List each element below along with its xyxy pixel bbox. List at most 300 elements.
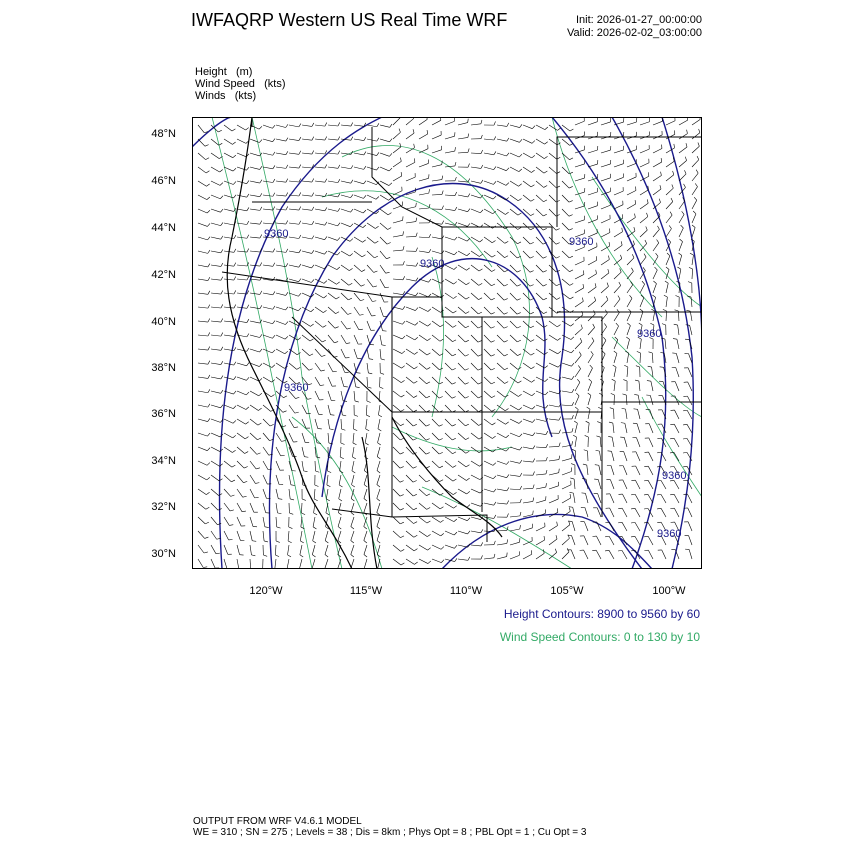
wind-barb xyxy=(211,195,220,199)
wind-barb xyxy=(340,461,341,471)
wind-barb xyxy=(636,466,640,475)
wind-barb xyxy=(458,123,468,125)
wind-barb-flag xyxy=(338,527,341,529)
wind-barb xyxy=(458,489,467,494)
wind-barb xyxy=(393,161,401,167)
wind-barb-flag xyxy=(598,407,602,409)
wind-barb xyxy=(666,202,673,209)
wind-barb-flag xyxy=(400,522,404,524)
wind-barb-flag xyxy=(454,519,457,522)
wind-barb-flag xyxy=(491,341,495,343)
wind-barb xyxy=(378,419,380,429)
wind-barb-flag xyxy=(583,464,587,465)
wind-barb xyxy=(198,531,205,538)
wind-barb-flag xyxy=(698,143,699,147)
wind-barb-flag xyxy=(582,478,586,479)
wind-barb-flag xyxy=(356,387,360,388)
wind-barb-flag xyxy=(618,296,620,299)
wind-barb xyxy=(406,461,413,468)
wind-barb-flag xyxy=(452,340,456,342)
wind-barb-flag xyxy=(286,192,288,196)
wind-barb xyxy=(445,531,454,535)
wind-barb xyxy=(302,251,312,253)
wind-barb-flag xyxy=(350,239,353,242)
wind-barb-flag xyxy=(206,158,210,160)
wind-barb-flag xyxy=(478,382,482,384)
wind-barb xyxy=(393,235,403,237)
wind-barb xyxy=(484,335,491,342)
wind-barb-flag xyxy=(494,541,495,545)
wind-barb xyxy=(652,353,653,363)
wind-barb-flag xyxy=(299,221,301,225)
wind-barb-flag xyxy=(401,380,404,382)
wind-barb-flag xyxy=(246,422,249,424)
wind-barb-flag xyxy=(219,143,222,145)
wind-barb xyxy=(276,293,286,295)
wind-barb xyxy=(211,293,221,294)
wind-barb xyxy=(419,377,426,384)
wind-barb-flag xyxy=(466,297,469,299)
wind-barb-flag xyxy=(632,254,634,258)
wind-barb-flag xyxy=(605,550,609,551)
wind-barb xyxy=(406,236,416,237)
wind-barb xyxy=(653,229,659,237)
wind-barb-flag xyxy=(660,367,664,368)
wind-barb-flag xyxy=(374,256,378,258)
wind-barb xyxy=(562,181,569,188)
wind-barb-flag xyxy=(504,327,508,329)
wind-barb-flag xyxy=(531,170,534,172)
wind-barb xyxy=(380,279,385,288)
wind-barb xyxy=(250,307,260,309)
wind-barb-flag xyxy=(300,541,303,543)
wind-barb xyxy=(276,503,278,513)
wind-barb xyxy=(301,503,302,513)
wind-barb xyxy=(224,531,229,540)
wind-barb-flag xyxy=(260,349,263,352)
wind-barb xyxy=(458,251,467,256)
wind-barb-flag xyxy=(545,405,548,408)
wind-barb-flag xyxy=(452,368,456,370)
wind-barb-flag xyxy=(582,298,583,302)
wind-barb xyxy=(523,153,532,158)
wind-barb xyxy=(510,405,519,410)
wind-barb xyxy=(354,349,357,358)
wind-barb xyxy=(458,223,467,226)
contour-label: 9360 xyxy=(284,382,309,394)
wind-barb-flag xyxy=(507,153,509,156)
wind-barb xyxy=(338,503,341,513)
wind-barb xyxy=(198,195,207,200)
wind-barb xyxy=(354,279,361,286)
wind-barb xyxy=(549,335,557,340)
wind-barb-flag xyxy=(272,335,275,338)
wind-barb xyxy=(471,531,481,533)
wind-barb xyxy=(637,423,640,433)
wind-barb xyxy=(263,461,268,470)
wind-barb-flag xyxy=(376,197,379,200)
wind-barb xyxy=(432,279,441,283)
wind-barb xyxy=(562,552,569,559)
wind-barb-flag xyxy=(518,381,521,383)
wind-barb xyxy=(445,251,454,255)
wind-barb-flag xyxy=(492,241,495,243)
wind-barb xyxy=(419,293,428,297)
wind-barb-flag xyxy=(427,367,430,369)
wind-barb xyxy=(484,447,493,452)
wind-barb-flag xyxy=(664,295,667,297)
wind-barb xyxy=(627,353,629,363)
wind-barb xyxy=(471,545,481,546)
wind-barb-flag xyxy=(652,295,655,297)
wind-barb-flag xyxy=(530,242,534,244)
wind-barb-flag xyxy=(684,170,686,174)
wind-barb-flag xyxy=(286,151,288,154)
wind-barb-flag xyxy=(234,391,237,394)
wind-barb-flag xyxy=(466,283,469,285)
wind-barb-flag xyxy=(491,327,495,329)
wind-barb-flag xyxy=(587,407,590,409)
wind-barb-flag xyxy=(403,276,405,280)
wind-barb xyxy=(445,517,454,522)
wind-barb-flag xyxy=(414,396,418,398)
wind-barb xyxy=(315,265,324,269)
lon-label: 110°W xyxy=(449,585,483,597)
wind-barb xyxy=(549,265,556,272)
wind-barb-flag xyxy=(377,498,380,501)
wind-barb-flag xyxy=(670,438,674,439)
wind-barb-flag xyxy=(389,168,392,171)
wind-barb xyxy=(523,405,532,409)
wind-barb xyxy=(300,531,302,541)
wind-barb-flag xyxy=(545,379,548,382)
wind-barb-flag xyxy=(350,209,353,212)
wind-barb xyxy=(341,335,346,344)
wind-barb-flag xyxy=(519,184,522,186)
wind-barb-flag xyxy=(377,541,380,543)
wind-barb-flag xyxy=(325,179,327,183)
wind-barb xyxy=(585,493,588,503)
wind-barb-flag xyxy=(452,424,456,426)
wind-barb-flag xyxy=(519,154,522,157)
wind-barb xyxy=(609,536,614,545)
wind-barb xyxy=(536,279,543,286)
wind-barb-flag xyxy=(289,513,293,514)
wind-barb xyxy=(588,341,594,349)
wind-barb xyxy=(674,494,679,503)
wind-barb xyxy=(198,125,204,133)
wind-barb xyxy=(614,272,621,279)
wind-barb-flag xyxy=(385,287,389,288)
wind-barb xyxy=(692,228,695,237)
wind-barb xyxy=(678,311,679,321)
wind-barb xyxy=(250,433,257,440)
wind-barb-flag xyxy=(308,399,312,400)
wind-barb xyxy=(328,321,335,328)
wind-barb-flag xyxy=(570,494,571,498)
wind-barb xyxy=(302,139,312,140)
wind-barb-flag xyxy=(312,150,314,154)
wind-barb xyxy=(649,452,653,461)
wind-barb-flag xyxy=(629,295,632,298)
wind-barb xyxy=(536,419,546,421)
wind-barb xyxy=(289,167,299,168)
wind-barb xyxy=(198,363,208,364)
wind-barb xyxy=(315,405,319,414)
wind-barb xyxy=(536,527,545,531)
wind-barb-flag xyxy=(589,379,592,382)
lon-label: 100°W xyxy=(652,585,686,597)
wind-barb-flag xyxy=(670,466,674,467)
wind-barb xyxy=(315,125,325,126)
wind-barb-flag xyxy=(366,415,370,417)
wind-barb-flag xyxy=(218,130,222,132)
wind-barb-flag xyxy=(413,508,417,510)
wind-barb-flag xyxy=(466,478,469,480)
wind-barb-flag xyxy=(310,339,313,341)
wind-barb-flag xyxy=(674,324,678,325)
wind-barb-flag xyxy=(232,450,235,452)
wind-barb-flag xyxy=(517,354,521,356)
wind-barb-flag xyxy=(375,226,378,228)
legend-height: Height (m) xyxy=(195,66,253,78)
wind-barb-flag xyxy=(390,124,392,127)
wind-barb-flag xyxy=(693,211,696,214)
wind-barb-flag xyxy=(325,555,328,558)
wind-barb xyxy=(211,461,220,466)
wind-barb xyxy=(393,147,401,153)
contour-label: 9360 xyxy=(662,470,687,482)
wind-barb xyxy=(224,139,232,144)
wind-barb xyxy=(224,419,233,423)
wind-barb xyxy=(224,447,232,453)
wind-barb xyxy=(497,293,504,300)
wind-barb xyxy=(627,204,636,209)
wind-barb-flag xyxy=(571,324,574,326)
wind-barb xyxy=(614,136,624,139)
wind-barb-flag xyxy=(530,326,534,328)
wind-barb xyxy=(315,307,323,313)
wind-barb xyxy=(328,363,333,372)
wind-barb xyxy=(497,335,504,342)
wind-barb xyxy=(250,237,260,238)
wind-barb-flag xyxy=(260,305,262,308)
wind-barb xyxy=(523,237,530,244)
wind-barb xyxy=(625,423,627,433)
wind-barb-flag xyxy=(439,439,443,441)
wind-barb xyxy=(328,223,338,226)
wind-barb xyxy=(575,342,582,349)
wind-barb-flag xyxy=(276,541,280,542)
wind-barb xyxy=(237,265,247,266)
wind-barb xyxy=(445,545,454,548)
wind-barb xyxy=(263,125,272,128)
wind-barb-flag xyxy=(322,355,326,356)
wind-barb xyxy=(626,395,627,405)
wind-barb xyxy=(289,279,299,282)
wind-barb-flag xyxy=(416,203,417,207)
wind-barb xyxy=(341,125,351,126)
wind-barb xyxy=(263,475,267,484)
wind-barb xyxy=(289,363,297,369)
contour-label: 9360 xyxy=(264,228,289,240)
wind-barb-flag xyxy=(399,129,400,133)
wind-barb xyxy=(380,195,389,200)
wind-barb-flag xyxy=(468,209,470,212)
wind-barb-flag xyxy=(377,526,380,529)
wind-barb-flag xyxy=(578,365,580,368)
wind-barb-flag xyxy=(308,384,312,385)
wind-barb-flag xyxy=(519,408,522,410)
wind-barb xyxy=(302,265,312,268)
wind-barb-flag xyxy=(221,318,223,322)
wind-barb xyxy=(406,489,413,496)
wind-barb xyxy=(458,405,465,412)
wind-barb xyxy=(648,522,653,531)
wind-barb-flag xyxy=(206,171,209,173)
wind-barb-flag xyxy=(426,480,430,482)
wind-barb xyxy=(250,475,255,483)
wind-barb xyxy=(354,293,360,301)
wind-barb xyxy=(419,307,428,312)
wind-barb xyxy=(432,377,439,384)
wind-barb-flag xyxy=(453,311,456,313)
wind-barb-flag xyxy=(631,268,633,271)
wind-barb xyxy=(328,195,338,197)
wind-barb xyxy=(523,528,532,531)
wind-barb-flag xyxy=(364,166,366,169)
wind-barb-flag xyxy=(439,425,443,427)
wind-barb xyxy=(224,293,234,294)
wind-barb-flag xyxy=(207,210,210,213)
wind-barb-flag xyxy=(468,119,469,123)
wind-barb xyxy=(367,349,369,359)
wind-barb xyxy=(536,251,543,258)
wind-barb xyxy=(276,139,286,141)
wind-barb xyxy=(406,177,415,181)
wind-barb xyxy=(648,494,653,503)
wind-barb xyxy=(419,447,426,454)
wind-barb-flag xyxy=(205,537,209,538)
wind-barb xyxy=(328,391,331,400)
wind-barb xyxy=(571,550,575,559)
wind-barb xyxy=(289,265,299,267)
wind-barb-flag xyxy=(682,211,684,214)
wind-barb-flag xyxy=(359,329,363,330)
wind-barb xyxy=(458,195,468,197)
wind-barb-flag xyxy=(401,409,405,411)
lon-label: 115°W xyxy=(349,585,383,597)
wind-barb xyxy=(613,423,614,433)
wind-barb-flag xyxy=(544,536,545,540)
wind-barb-flag xyxy=(644,254,646,257)
wind-barb xyxy=(624,437,627,447)
wind-barb-flag xyxy=(531,185,534,187)
wind-barb xyxy=(211,559,215,568)
lat-label: 48°N xyxy=(151,128,176,140)
wind-barb xyxy=(419,237,429,238)
wind-barb-flag xyxy=(321,370,325,371)
wind-barb-flag xyxy=(478,326,482,328)
wind-barb xyxy=(692,187,697,195)
wind-barb xyxy=(328,209,338,211)
wind-barb xyxy=(224,125,232,131)
wind-barb-flag xyxy=(247,319,249,322)
wind-barb xyxy=(432,237,442,239)
wind-barb-flag xyxy=(316,457,320,458)
wind-barb-flag xyxy=(504,284,508,286)
wind-barb-flag xyxy=(208,375,210,378)
wind-barb-flag xyxy=(403,261,404,265)
wind-barb-flag xyxy=(531,199,534,201)
wind-barb xyxy=(445,391,452,398)
wind-barb-flag xyxy=(205,145,209,147)
wind-barb xyxy=(380,139,390,142)
wind-barb-flag xyxy=(556,535,557,539)
wind-barb-flag xyxy=(665,281,668,283)
wind-barb-flag xyxy=(478,396,482,398)
wind-barb xyxy=(211,251,221,253)
wind-barb-flag xyxy=(366,429,370,431)
wind-barb xyxy=(588,274,596,279)
wind-barb xyxy=(325,531,328,541)
wind-barb-flag xyxy=(569,158,573,160)
wind-barb-flag xyxy=(206,492,209,494)
wind-barb xyxy=(198,391,208,393)
wind-barb-flag xyxy=(559,469,560,473)
wind-barb-flag xyxy=(569,256,573,258)
wind-barb-flag xyxy=(285,336,288,339)
wind-barb xyxy=(484,405,492,411)
wind-barb xyxy=(354,237,363,242)
wind-barb-flag xyxy=(363,225,366,228)
wind-barb xyxy=(445,461,453,467)
wind-barb xyxy=(237,405,246,410)
wind-barb xyxy=(367,181,376,185)
wind-barb-flag xyxy=(585,435,589,437)
wind-barb-flag xyxy=(675,310,679,311)
wind-barb-flag xyxy=(577,379,580,382)
wind-barb xyxy=(419,178,429,181)
wind-barb xyxy=(601,300,608,307)
wind-barb-flag xyxy=(517,285,521,287)
wind-barb-flag xyxy=(220,209,223,212)
wind-barb xyxy=(661,508,666,517)
wind-barb xyxy=(523,488,533,489)
wind-barb xyxy=(237,377,246,380)
wind-barb xyxy=(250,335,260,338)
wind-barb-flag xyxy=(281,441,285,442)
wind-barb xyxy=(315,139,325,140)
wind-barb-flag xyxy=(606,296,608,300)
wind-barb-flag xyxy=(492,255,495,257)
wind-barb xyxy=(614,367,616,377)
wind-barb xyxy=(549,539,557,545)
wind-barb xyxy=(679,255,682,265)
wind-barb xyxy=(471,124,481,125)
wind-barb xyxy=(575,178,585,181)
lat-label: 30°N xyxy=(151,548,176,560)
wind-barb xyxy=(601,178,610,181)
wind-barb-flag xyxy=(313,527,316,529)
wind-barb xyxy=(549,153,557,159)
wind-barb-flag xyxy=(233,181,236,184)
wind-barb-flag xyxy=(572,415,573,419)
wind-barb-flag xyxy=(208,250,210,253)
wind-barb xyxy=(510,489,520,490)
wind-barb-flag xyxy=(479,254,482,256)
wind-barb xyxy=(341,293,348,300)
